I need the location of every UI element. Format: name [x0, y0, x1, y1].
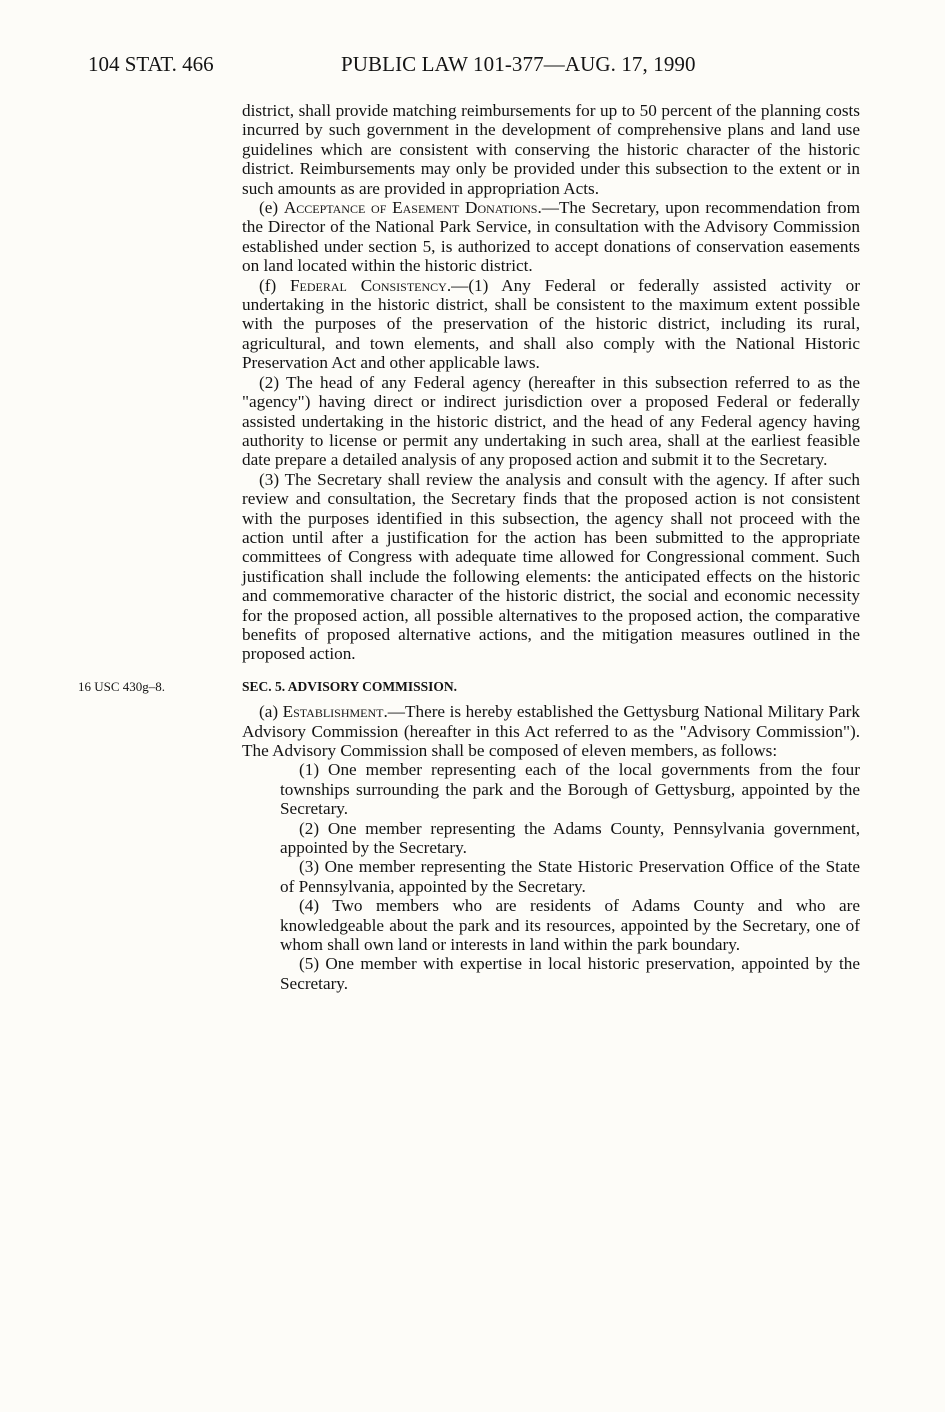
subsection-e	[242, 198, 860, 276]
section-5-heading: SEC. 5. ADVISORY COMMISSION.	[242, 678, 458, 694]
subsection-f-text: —(1) Any Federal or federally assisted activity or undertaking in the historic district, shall be consistent to the maximum extent possible with the purposes of the preservation of the historic district, including its rural, agricultural, and town elements, and shall also comply with the National Historic Preservation Act and other applicable laws.	[242, 275, 860, 373]
subsection-f-heading: Federal Consistency.	[290, 275, 452, 295]
subsection-a-label: (a)	[259, 702, 279, 722]
list-item: (4) Two members who are residents of Adams County and who are knowledgeable about the park and its resources, appointed by the Secretary, one of whom shall own land or interests in land within the park boundary.	[280, 896, 860, 955]
section-5-heading-row	[78, 676, 860, 696]
paragraph-f3: (3) The Secretary shall review the analysis and consult with the agency. If after such review and consultation, the Secretary finds that the proposed action is not consistent with the purposes identified in this subsection, the agency shall not proceed with the action until after a justification for the action has been submitted to the appropriate committees of Congress with adequate time allowed for Congressional comment. Such justification shall include the following elements: the anticipated effects on the historic and commemorative character of the historic district, the social and economic necessity for the proposed action, all possible alternatives to the proposed action, the comparative benefits of proposed alternative actions, and the mitigation measures outlined in the proposed action.	[242, 469, 860, 664]
subsection-a-heading: Establishment.	[282, 702, 388, 722]
subsection-a-text: —There is hereby established the Gettysburg National Military Park Advisory Commission (hereafter in this Act referred to as the "Advisory Commission"). The Advisory Commission shall be composed of eleven members, as follows:	[242, 702, 861, 760]
law-body-text	[78, 101, 861, 993]
public-law-title: PUBLIC LAW 101-377—AUG. 17, 1990	[341, 52, 696, 76]
subsection-a	[242, 702, 860, 760]
subsection-f	[242, 276, 860, 373]
list-item: (1) One member representing each of the local governments from the four townships surrounding the park and the Borough of Gettysburg, appointed by the Secretary.	[280, 760, 860, 819]
subsection-e-label: (e)	[259, 198, 279, 218]
subsection-e-heading: Acceptance of Easement Donations.	[283, 198, 542, 218]
stat-page-number: 104 STAT. 466	[88, 52, 214, 76]
continued-paragraph: district, shall provide matching reimbursements for up to 50 percent of the planning costs incurred by such government in the development of comprehensive plans and land use guidelines which are consistent with conserving the historic character of the historic district. Reimbursements may only be provided under this subsection to the extent or in such amounts as are provided in appropriation Acts.	[242, 101, 860, 198]
usc-sidenote: 16 USC 430g–8.	[78, 678, 166, 694]
list-item: (2) One member representing the Adams County, Pennsylvania government, appointed by the Secretary.	[280, 818, 860, 858]
list-item: (3) One member representing the State Historic Preservation Office of the State of Pennsylvania, appointed by the Secretary.	[280, 857, 860, 896]
subsection-f-label: (f)	[259, 275, 277, 295]
list-item: (5) One member with expertise in local historic preservation, appointed by the Secretary.	[280, 954, 860, 993]
paragraph-f2: (2) The head of any Federal agency (hereafter in this subsection referred to as the "agency") having direct or indirect jurisdiction over a proposed Federal or federally assisted undertaking in the historic district, and the head of any Federal agency having authority to license or permit any undertaking in such area, shall at the earliest feasible date prepare a detailed analysis of any proposed action and submit it to the Secretary.	[242, 372, 860, 470]
member-list	[242, 760, 860, 993]
subsection-e-text: —The Secretary, upon recommendation from the Director of the National Park Service, in consultation with the Advisory Commission established under section 5, is authorized to accept donations of conservation easements on land located within the historic district.	[242, 198, 860, 276]
